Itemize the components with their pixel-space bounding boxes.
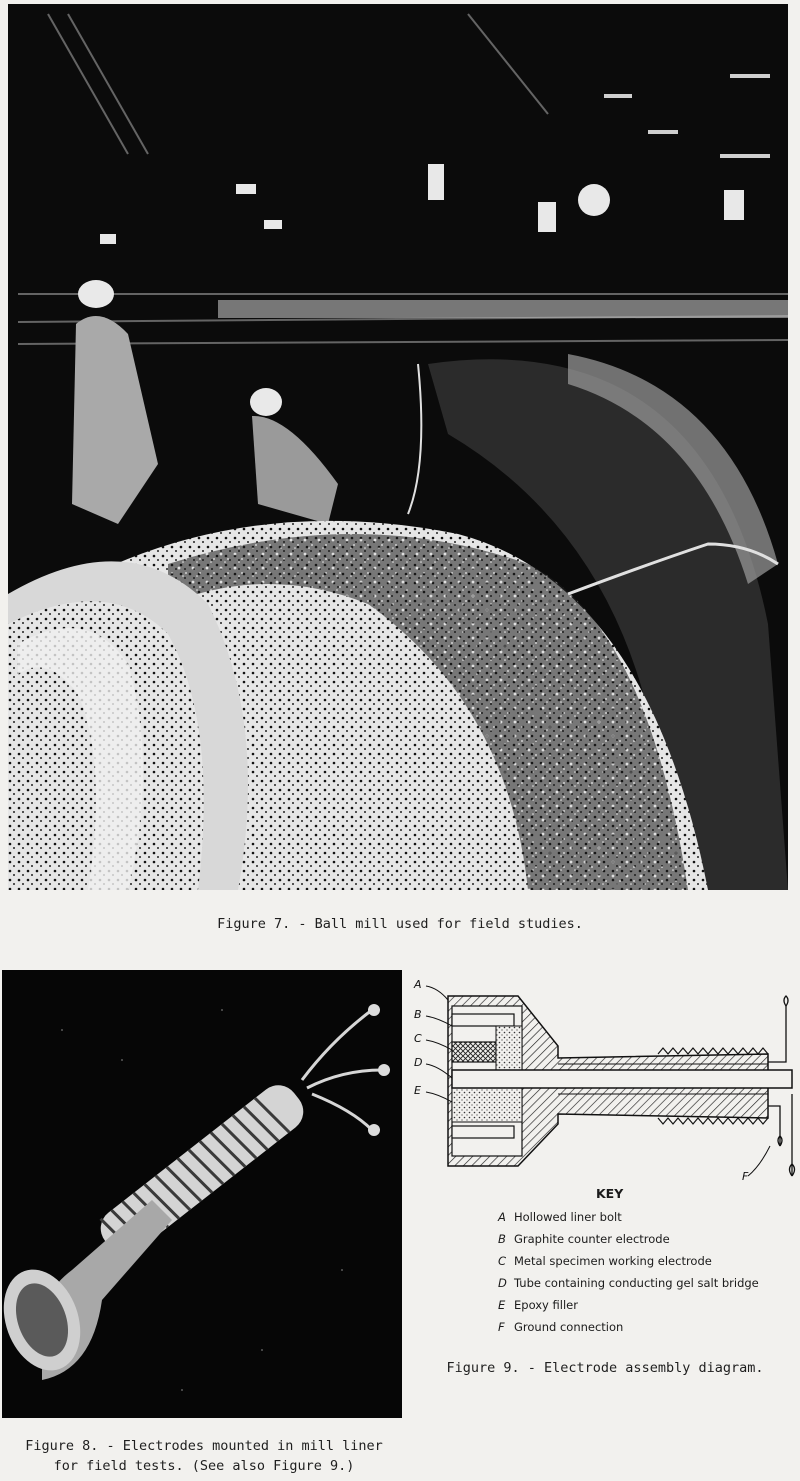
key-letter: E (498, 1298, 506, 1312)
key-text: Epoxy filler (514, 1298, 578, 1312)
key-letter: D (498, 1276, 507, 1290)
key-text: Graphite counter electrode (514, 1232, 670, 1246)
figure8-caption (0, 1436, 408, 1476)
key-letter: F (498, 1320, 505, 1334)
ball-mill-illustration (8, 4, 788, 890)
key-item (498, 1250, 798, 1272)
key-text: Ground connection (514, 1320, 624, 1334)
electrode-assembly-drawing (408, 966, 800, 1186)
key-item (498, 1206, 798, 1228)
key-item (498, 1294, 798, 1316)
key-item (498, 1272, 798, 1294)
electrode-bolt-illustration (2, 970, 402, 1418)
callout-d: D (414, 1056, 423, 1069)
figure7-photo (8, 4, 788, 890)
figure9-caption: Figure 9. - Electrode assembly diagram. (446, 1360, 764, 1376)
key-letter: A (498, 1210, 506, 1224)
key-text: Tube containing conducting gel salt bridge (514, 1276, 759, 1290)
figure7-caption: Figure 7. - Ball mill used for field studies. (217, 916, 583, 932)
callout-e: E (414, 1084, 421, 1097)
figure8-caption-line2: for field tests. (See also Figure 9.) (53, 1458, 355, 1474)
key-item (498, 1316, 798, 1338)
callout-f: F (742, 1170, 749, 1183)
figure8-photo (2, 970, 402, 1418)
figure8-caption-line1: Figure 8. - Electrodes mounted in mill liner (25, 1438, 383, 1454)
key-letter: C (498, 1254, 507, 1268)
key-letter: B (498, 1232, 506, 1246)
callout-b: B (414, 1008, 422, 1021)
figure9-key (498, 1186, 798, 1338)
key-title: KEY (596, 1186, 624, 1201)
callout-a: A (414, 978, 422, 991)
key-text: Metal specimen working electrode (514, 1254, 712, 1268)
callout-c: C (414, 1032, 422, 1045)
figure9-diagram (408, 966, 800, 1186)
key-item (498, 1228, 798, 1250)
key-text: Hollowed liner bolt (514, 1210, 622, 1224)
